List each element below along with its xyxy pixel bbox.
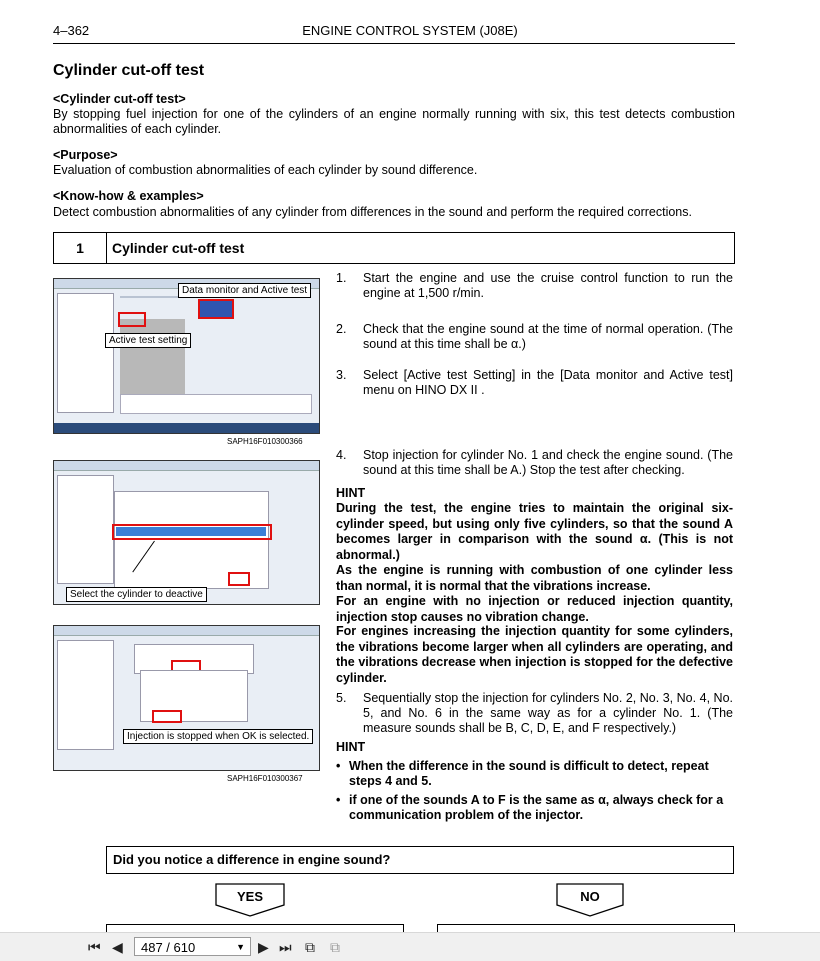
callout-active-test: Active test setting	[105, 333, 191, 348]
page-number: 4–362	[53, 23, 90, 38]
hint-bullet-1: • When the difference in the sound is difficult to detect, repeat steps 4 and 5.	[336, 759, 709, 788]
hint-paragraph-1: During the test, the engine tries to maintain the original six-cylinder speed, but using only five cylinders, so that the sound A becomes larger in comparison with the sound α. (This is not abnormal.)	[336, 501, 733, 562]
hint-paragraph-3: For an engine with no injection or reduced injection quantity, injection stop causes no vibration change.	[336, 594, 733, 624]
window-titlebar	[54, 461, 319, 471]
instruction-1: 1. Start the engine and use the cruise control function to run the engine at 1,500 r/min.	[336, 271, 733, 300]
highlight-box	[112, 524, 272, 540]
step-title: Cylinder cut-off test	[112, 240, 245, 256]
taskbar	[54, 423, 319, 433]
instruction-5: 5. Sequentially stop the injection for cylinders No. 2, No. 3, No. 4, No. 5, and No. 6 in the same way as for a cylinder No. 1. (The measure sounds shall be B, C, D, E, and F respectively.)	[336, 691, 733, 735]
viewer-toolbar	[0, 932, 820, 961]
hint-label-1: HINT	[336, 486, 366, 500]
highlight-box	[198, 299, 234, 319]
step-header-box	[53, 232, 735, 264]
next-view-icon[interactable]: ⧉	[330, 939, 340, 955]
intro-text-2: Evaluation of combustion abnormalities of each cylinder by sound difference.	[53, 163, 478, 177]
step-number: 1	[54, 233, 107, 263]
hint-paragraph-2: As the engine is running with combustion of one cylinder less than normal, it is normal that the vibrations increase.	[336, 563, 733, 593]
intro-text-1: By stopping fuel injection for one of the cylinders of an engine normally running with six, this test detects combustion abnormalities of each cylinder.	[53, 107, 735, 136]
instruction-2: 2. Check that the engine sound at the time of normal operation. (The sound at this time shall be α.)	[336, 322, 733, 351]
flow-question-box: Did you notice a difference in engine sound?	[106, 846, 734, 874]
hint-label-2: HINT	[336, 740, 366, 754]
tree-panel	[57, 475, 114, 584]
screenshot-figure-3	[53, 625, 320, 771]
intro-text-3: Detect combustion abnormalities of any cylinder from differences in the sound and perform the required corrections.	[53, 205, 692, 219]
instruction-3: 3. Select [Active test Setting] in the [Data monitor and Active test] menu on HINO DX II .	[336, 368, 733, 397]
flow-no-marker: NO	[556, 883, 624, 917]
prev-page-icon[interactable]: ◀	[112, 939, 123, 955]
previous-view-icon[interactable]: ⧉	[305, 939, 315, 955]
tree-panel	[57, 640, 114, 750]
header-rule	[53, 43, 735, 44]
callout-select-cylinder: Select the cylinder to deactive	[66, 587, 207, 602]
last-page-icon[interactable]: ⏭	[279, 939, 292, 955]
screenshot-figure-1	[53, 278, 320, 434]
chevron-down-icon: ▼	[236, 942, 245, 952]
lower-panel	[120, 394, 312, 414]
callout-injection-stopped: Injection is stopped when OK is selected.	[123, 729, 313, 744]
flow-yes-marker: YES	[215, 883, 285, 917]
highlight-box	[118, 312, 146, 327]
next-page-icon[interactable]: ▶	[258, 939, 269, 955]
figure-caption-1: SAPH16F010300366	[227, 437, 303, 446]
tree-panel	[57, 293, 114, 413]
hint-paragraph-4: For engines increasing the injection quantity for some cylinders, the vibrations become larger when all cylinders are operating, and the vibrations decrease when injection is stopped for the defective cylinder.	[336, 624, 733, 685]
callout-data-monitor: Data monitor and Active test	[178, 283, 311, 298]
highlight-box	[228, 572, 250, 586]
document-title: ENGINE CONTROL SYSTEM (J08E)	[302, 23, 518, 38]
intro-heading-3: <Know-how & examples>	[53, 189, 204, 203]
screenshot-figure-2	[53, 460, 320, 605]
instruction-4: 4. Stop injection for cylinder No. 1 and check the engine sound. (The sound at this time shall be A.) Stop the test after checking.	[336, 448, 733, 477]
hint-bullet-2: • if one of the sounds A to F is the same as α, always check for a communication problem of the injector.	[336, 793, 724, 822]
page-number-field[interactable]: 487 / 610 ▼	[134, 937, 251, 956]
highlight-box	[152, 710, 182, 723]
first-page-icon[interactable]: ⏮	[88, 939, 101, 955]
intro-heading-2: <Purpose>	[53, 148, 118, 162]
window-titlebar	[54, 626, 319, 636]
figure-caption-2: SAPH16F010300367	[227, 774, 303, 783]
section-title: Cylinder cut-off test	[53, 62, 205, 79]
intro-heading-1: <Cylinder cut-off test>	[53, 92, 186, 106]
